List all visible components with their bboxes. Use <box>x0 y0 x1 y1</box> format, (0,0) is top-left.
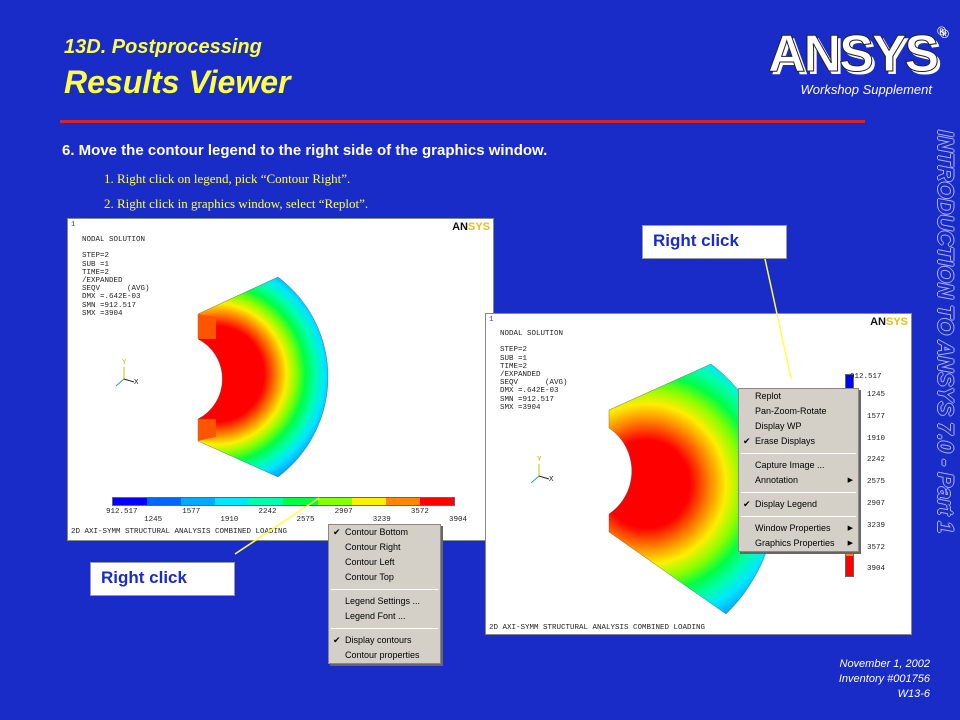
window-number: 1 <box>71 221 76 229</box>
submenu-arrow-icon: ▶ <box>847 477 853 484</box>
axis-y-label: Y <box>122 359 127 367</box>
legend-value: 3572 <box>867 543 886 552</box>
mini-logo-suffix: SYS <box>467 221 490 233</box>
section-heading: 13D. Postprocessing <box>64 36 262 58</box>
registered-mark: ® <box>937 24 944 38</box>
menu-item-label: Erase Displays <box>755 436 816 446</box>
ansys-logo-text: ANSYS <box>768 25 938 83</box>
legend-value: 2907 <box>867 500 886 508</box>
legend-value: 3239 <box>867 521 886 530</box>
legend-value: 3904 <box>867 565 886 574</box>
menu-item-label: Legend Font ... <box>345 611 406 621</box>
legend-value: 2575 <box>296 516 315 524</box>
legend-value: 1910 <box>220 516 239 524</box>
instruction-step: 6. Move the contour legend to the right side of the graphics window. <box>62 142 548 159</box>
page-title: Results Viewer <box>64 64 291 100</box>
legend-value: 2575 <box>867 478 886 487</box>
menu-item-label: Contour Left <box>345 557 395 567</box>
menu-item-label: Graphics Properties <box>755 538 835 548</box>
menu-item-label: Legend Settings ... <box>345 596 421 606</box>
callout-arrow-top <box>765 259 791 378</box>
menu-item-label: Contour Top <box>345 572 394 582</box>
plot-footer: 2D AXI-SYMM STRUCTURAL ANALYSIS COMBINED LOADING <box>489 624 706 632</box>
menu-item-label: Replot <box>755 391 782 401</box>
checkmark-icon: ✔ <box>333 527 341 537</box>
menu-item-label: Capture Image ... <box>755 460 825 470</box>
callout-right-click-top: Right click <box>642 225 787 259</box>
checkmark-icon: ✔ <box>743 436 751 446</box>
nodal-solution-info: NODAL SOLUTION STEP=2 SUB =1 TIME=2 /EXPANDED SEQV (AVG) DMX =.642E-03 SMN =912.517 SMX =3904 <box>82 236 150 318</box>
menu-item-label: Contour Right <box>345 542 401 552</box>
footer-page: W13-6 <box>897 688 930 700</box>
mini-logo-prefix: AN <box>452 221 468 233</box>
legend-value: 1245 <box>867 391 886 399</box>
legend-value: 1577 <box>867 412 886 421</box>
plot-footer: 2D AXI-SYMM STRUCTURAL ANALYSIS COMBINED LOADING <box>71 528 288 536</box>
window-number: 1 <box>489 316 494 324</box>
checkmark-icon: ✔ <box>743 499 751 509</box>
axis-y-label: Y <box>537 456 542 464</box>
axis-x-label: X <box>134 379 139 387</box>
checkmark-icon: ✔ <box>333 635 341 645</box>
menu-item-label: Display contours <box>345 635 412 645</box>
side-banner: INTRODUCTION TO ANSYS 7.0 - Part 1 <box>933 130 958 534</box>
menu-item-label: Window Properties <box>755 523 831 533</box>
mini-logo-suffix: SYS <box>885 316 908 328</box>
legend-value: 2242 <box>867 456 886 465</box>
footer-date: November 1, 2002 <box>839 658 930 670</box>
mini-logo-prefix: AN <box>870 316 886 328</box>
legend-value: 2907 <box>334 508 353 516</box>
legend-value: 3239 <box>372 516 391 524</box>
legend-value: 912.517 <box>106 508 138 516</box>
legend-value: 1910 <box>867 434 886 443</box>
nodal-solution-info: NODAL SOLUTION STEP=2 SUB =1 TIME=2 /EXPANDED SEQV (AVG) DMX =.642E-03 SMN =912.517 SMX =3904 <box>500 330 568 412</box>
submenu-arrow-icon: ▶ <box>847 540 853 547</box>
legend-value: 1577 <box>182 508 201 516</box>
menu-item-label: Contour Bottom <box>345 527 409 537</box>
legend-value: 2242 <box>258 508 277 516</box>
legend-value: 912.517 <box>850 373 882 381</box>
callout-right-click-bottom: Right click <box>90 562 235 596</box>
axis-x-label: X <box>549 476 554 484</box>
footer-inventory: Inventory #001756 <box>838 673 930 685</box>
menu-item-label: Pan-Zoom-Rotate <box>755 406 827 416</box>
menu-item-label: Contour properties <box>345 650 420 660</box>
legend-value: 3904 <box>449 516 468 524</box>
instruction-substep-2: 2. Right click in graphics window, select “Replot”. <box>104 196 369 211</box>
menu-item-label: Annotation <box>755 475 799 485</box>
submenu-arrow-icon: ▶ <box>847 525 853 532</box>
legend-value: 3572 <box>410 508 429 516</box>
callout-arrow-bottom <box>235 498 319 554</box>
instruction-substep-1: 1. Right click on legend, pick “Contour Right”. <box>104 171 351 186</box>
menu-item-label: Display WP <box>755 421 802 431</box>
workshop-supplement: Workshop Supplement <box>800 82 932 97</box>
menu-item-label: Display Legend <box>755 499 818 509</box>
legend-value: 1245 <box>144 516 163 524</box>
